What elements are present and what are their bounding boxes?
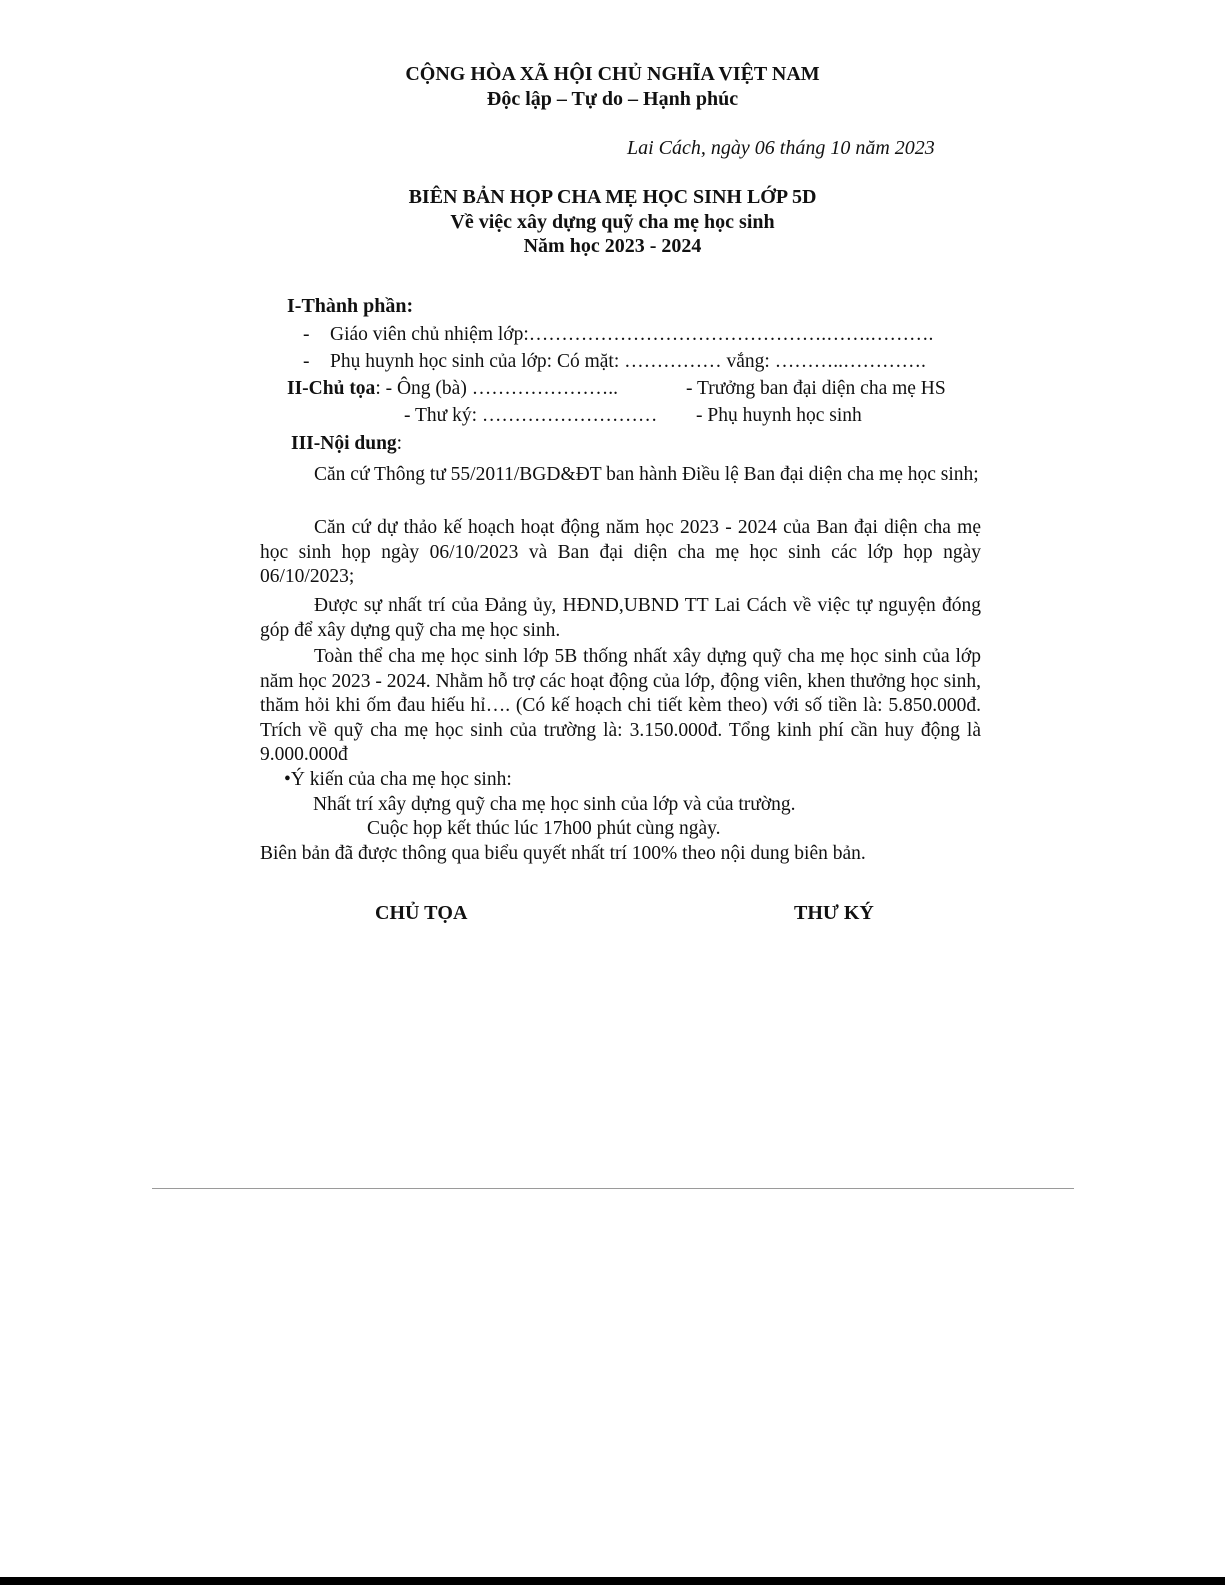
document-title: BIÊN BẢN HỌP CHA MẸ HỌC SINH LỚP 5D (408, 186, 817, 208)
attendance-line: Phụ huynh học sinh của lớp: Có mặt: …………… vắng: ………..…………. (330, 351, 926, 372)
nation-header: CỘNG HÒA XÃ HỘI CHỦ NGHĨA VIỆT NAM (405, 63, 820, 85)
opinion-text: Nhất trí xây dựng quỹ cha mẹ học sinh của lớp và của trường. (313, 794, 796, 815)
section-composition-heading: I-Thành phần: (287, 295, 414, 317)
secretary-signature-label: THƯ KÝ (794, 902, 874, 924)
motto: Độc lập – Tự do – Hạnh phúc (486, 88, 739, 110)
paragraph-agreement: Được sự nhất trí của Đảng ủy, HĐND,UBND TT Lai Cách về việc tự nguyện đóng góp để xây dựng quỹ cha mẹ học sinh. (260, 595, 981, 641)
list-dash: - (303, 324, 310, 345)
chair-line (287, 378, 618, 400)
school-year: Năm học 2023 - 2024 (523, 235, 702, 257)
secretary-name-field: - Thư ký: ……………………… (404, 405, 658, 426)
chair-role: - Trưởng ban đại diện cha mẹ HS (686, 378, 946, 399)
paragraph-fund-details: Toàn thể cha mẹ học sinh lớp 5B thống nhất xây dựng quỹ cha mẹ học sinh của lớp năm học 2023 - 2024. Nhằm hỗ trợ các hoạt động của lớp, động viên, khen thưởng học sinh, thăm hỏi khi ốm đau hiếu hỉ…. (Có kế hoạch chi tiết kèm theo) với số tiền là: 5.850.000đ. Trích về quỹ cha mẹ học sinh của trường là: 3.150.000đ. Tổng kinh phí cần huy động là 9.000.000đ (260, 646, 981, 765)
chair-name-field: : - Ông (bà) ………………….. (375, 378, 618, 399)
page-divider (152, 1188, 1074, 1189)
paragraph-legal-basis-2: Căn cứ dự thảo kế hoạch hoạt động năm học 2023 - 2024 của Ban đại diện cha mẹ học sinh họp ngày 06/10/2023 và Ban đại diện cha mẹ học sinh các lớp họp ngày 06/10/2023; (260, 517, 981, 587)
bullet-icon: • (284, 769, 291, 790)
section-content-heading: III-Nội dung (291, 433, 397, 454)
paragraph-legal-basis-1: Căn cứ Thông tư 55/2011/BGD&ĐT ban hành Điều lệ Ban đại diện cha mẹ học sinh; (314, 464, 979, 485)
secretary-role: - Phụ huynh học sinh (696, 405, 862, 426)
meeting-end: Cuộc họp kết thúc lúc 17h00 phút cùng ngày. (367, 818, 721, 839)
list-dash: - (303, 351, 310, 372)
bottom-edge-bar (0, 1577, 1225, 1585)
heading-colon: : (396, 433, 403, 454)
date-line: Lai Cách, ngày 06 tháng 10 năm 2023 (627, 137, 935, 159)
section-chair-heading: II-Chủ tọa (287, 378, 376, 399)
approval-statement: Biên bản đã được thông qua biểu quyết nhất trí 100% theo nội dung biên bản. (260, 843, 866, 864)
opinion-label: Ý kiến của cha mẹ học sinh: (290, 769, 512, 790)
homeroom-teacher-line: Giáo viên chủ nhiệm lớp:……………………………………….…….………. (330, 324, 934, 345)
chair-signature-label: CHỦ TỌA (375, 902, 468, 924)
content-heading-line (291, 433, 402, 455)
document-subtitle: Về việc xây dựng quỹ cha mẹ học sinh (450, 211, 775, 233)
opinion-line (284, 769, 512, 791)
